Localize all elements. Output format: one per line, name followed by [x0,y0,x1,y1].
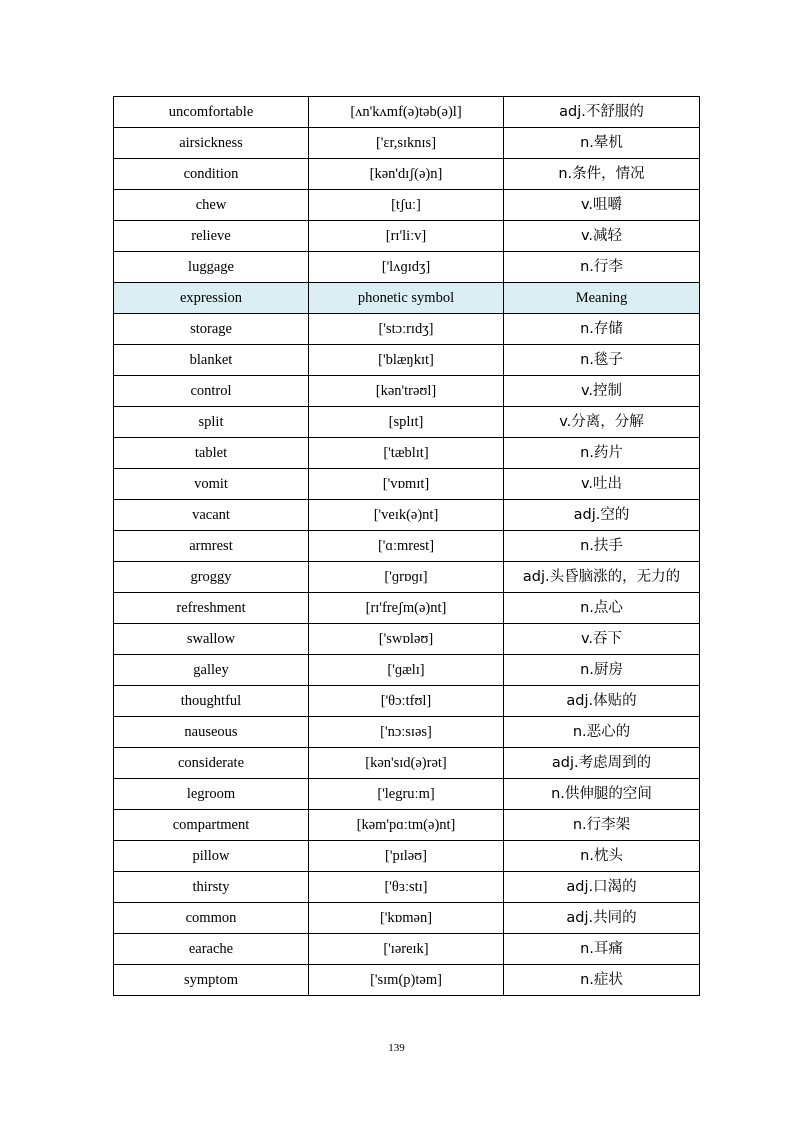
table-row [114,779,700,810]
phonetic-cell: ['ɪəreɪk] [309,934,504,965]
vocabulary-table [113,96,700,996]
phonetic-cell: [rɪ'liːv] [309,221,504,252]
word-cell: armrest [114,531,309,562]
phonetic-cell: ['vɒmɪt] [309,469,504,500]
word-cell: relieve [114,221,309,252]
word-cell: galley [114,655,309,686]
table-row [114,655,700,686]
word-cell: tablet [114,438,309,469]
word-cell: common [114,903,309,934]
table-row [114,810,700,841]
table-row [114,221,700,252]
word-cell: uncomfortable [114,97,309,128]
phonetic-cell: ['ɡrɒɡɪ] [309,562,504,593]
meaning-cell: n.厨房 [504,655,700,686]
phonetic-cell: ['veɪk(ə)nt] [309,500,504,531]
phonetic-cell: ['θɔːtfʊl] [309,686,504,717]
meaning-cell: n.药片 [504,438,700,469]
phonetic-cell: ['tæblɪt] [309,438,504,469]
phonetic-cell: [kən'trəʊl] [309,376,504,407]
meaning-cell: v.吐出 [504,469,700,500]
page-number: 139 [388,1042,405,1054]
phonetic-cell: ['ɛr,sɪknɪs] [309,128,504,159]
phonetic-cell: ['lʌɡɪdʒ] [309,252,504,283]
phonetic-cell: ['blæŋkɪt] [309,345,504,376]
meaning-cell: n.耳痛 [504,934,700,965]
word-cell: pillow [114,841,309,872]
table-row [114,903,700,934]
table-row [114,252,700,283]
meaning-cell: n.条件，情况 [504,159,700,190]
phonetic-cell: ['θɜːstɪ] [309,872,504,903]
table-row [114,717,700,748]
meaning-cell: n.点心 [504,593,700,624]
word-cell: split [114,407,309,438]
table-row [114,438,700,469]
table-row [114,965,700,996]
phonetic-cell: [kən'dɪʃ(ə)n] [309,159,504,190]
meaning-cell: v.控制 [504,376,700,407]
meaning-cell: adj.口渴的 [504,872,700,903]
table-row [114,872,700,903]
meaning-cell: adj.不舒服的 [504,97,700,128]
word-cell: considerate [114,748,309,779]
meaning-cell: n.枕头 [504,841,700,872]
meaning-cell: n.晕机 [504,128,700,159]
word-cell: blanket [114,345,309,376]
meaning-cell: adj.空的 [504,500,700,531]
table-row [114,190,700,221]
table-row [114,97,700,128]
phonetic-cell: ['ɡælɪ] [309,655,504,686]
word-cell: refreshment [114,593,309,624]
word-cell: vacant [114,500,309,531]
word-cell: vomit [114,469,309,500]
vocabulary-table-body [114,97,700,996]
phonetic-cell: [rɪ'freʃm(ə)nt] [309,593,504,624]
table-row [114,531,700,562]
phonetic-cell: [tʃuː] [309,190,504,221]
table-header-row [114,283,700,314]
table-row [114,748,700,779]
phonetic-cell: ['ɑːmrest] [309,531,504,562]
word-cell: nauseous [114,717,309,748]
table-row [114,469,700,500]
meaning-cell: n.症状 [504,965,700,996]
table-row [114,314,700,345]
phonetic-cell: ['kɒmən] [309,903,504,934]
meaning-cell: adj.体贴的 [504,686,700,717]
table-row [114,500,700,531]
phonetic-cell: phonetic symbol [309,283,504,314]
meaning-cell: v.咀嚼 [504,190,700,221]
phonetic-cell: ['nɔːsɪəs] [309,717,504,748]
word-cell: groggy [114,562,309,593]
meaning-cell: n.存储 [504,314,700,345]
table-row [114,345,700,376]
table-row [114,686,700,717]
meaning-cell: n.扶手 [504,531,700,562]
phonetic-cell: ['legruːm] [309,779,504,810]
word-cell: earache [114,934,309,965]
word-cell: compartment [114,810,309,841]
table-row [114,376,700,407]
word-cell: expression [114,283,309,314]
table-row [114,841,700,872]
phonetic-cell: [kən'sɪd(ə)rət] [309,748,504,779]
meaning-cell: adj.考虑周到的 [504,748,700,779]
meaning-cell: Meaning [504,283,700,314]
meaning-cell: v.吞下 [504,624,700,655]
table-row [114,562,700,593]
phonetic-cell: [ʌn'kʌmf(ə)təb(ə)l] [309,97,504,128]
word-cell: thirsty [114,872,309,903]
meaning-cell: adj.头昏脑涨的，无力的 [504,562,700,593]
phonetic-cell: ['sɪm(p)təm] [309,965,504,996]
table-row [114,593,700,624]
table-row [114,934,700,965]
meaning-cell: v.分离，分解 [504,407,700,438]
table-row [114,128,700,159]
word-cell: luggage [114,252,309,283]
meaning-cell: n.毯子 [504,345,700,376]
word-cell: chew [114,190,309,221]
word-cell: thoughtful [114,686,309,717]
word-cell: swallow [114,624,309,655]
phonetic-cell: ['swɒləʊ] [309,624,504,655]
table-row [114,159,700,190]
phonetic-cell: [kəm'pɑːtm(ə)nt] [309,810,504,841]
word-cell: control [114,376,309,407]
meaning-cell: v.减轻 [504,221,700,252]
phonetic-cell: ['pɪləʊ] [309,841,504,872]
phonetic-cell: ['stɔːrɪdʒ] [309,314,504,345]
word-cell: storage [114,314,309,345]
table-row [114,624,700,655]
meaning-cell: n.供伸腿的空间 [504,779,700,810]
phonetic-cell: [splɪt] [309,407,504,438]
meaning-cell: n.行李架 [504,810,700,841]
meaning-cell: adj.共同的 [504,903,700,934]
word-cell: airsickness [114,128,309,159]
word-cell: condition [114,159,309,190]
table-row [114,407,700,438]
word-cell: symptom [114,965,309,996]
meaning-cell: n.恶心的 [504,717,700,748]
word-cell: legroom [114,779,309,810]
meaning-cell: n.行李 [504,252,700,283]
